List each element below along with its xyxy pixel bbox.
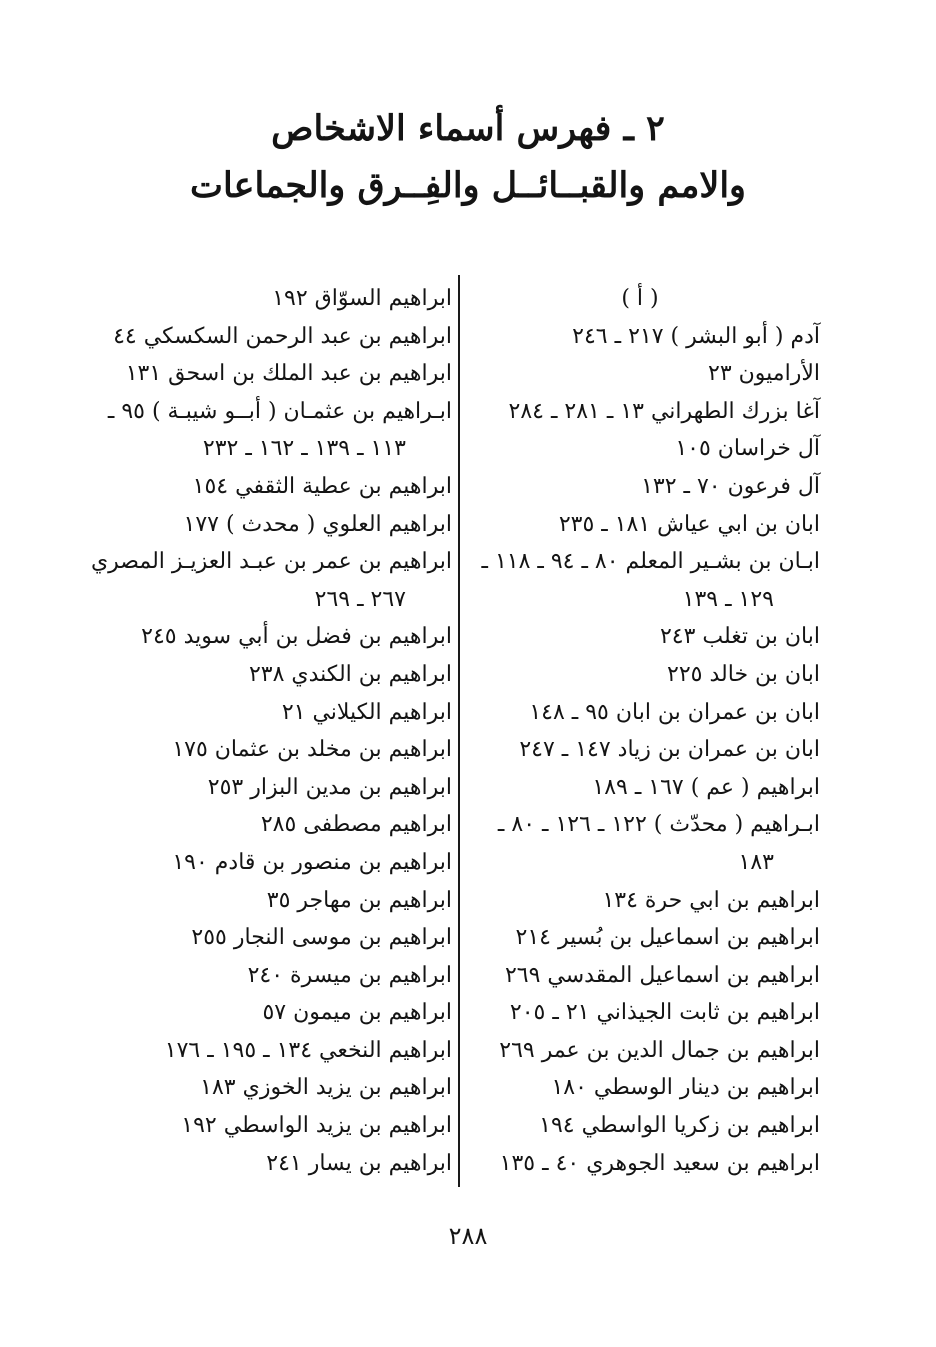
index-entry: آل فرعون ٧٠ ـ ١٣٢ xyxy=(641,473,820,499)
index-entry: ابراهيم السوّاق ١٩٢ xyxy=(272,286,452,311)
index-entry: ابراهيم ( عم ) ١٦٧ ـ ١٨٩ xyxy=(592,774,820,800)
index-entry: ابراهيم بن فضل بن أبي سويد ٢٤٥ xyxy=(141,624,452,650)
index-entry: ابراهيم بن ثابت الجيذاني ٢١ ـ ٢٠٥ xyxy=(509,1000,820,1026)
index-entry: ١٨٣ xyxy=(738,849,774,875)
index-entry: ابراهيم بن عبد الرحمن السكسكي ٤٤ xyxy=(113,323,452,349)
index-entry: ابراهيم بن دينار الوسطي ١٨٠ xyxy=(551,1075,820,1101)
index-entry: ابراهيم بن جمال الدين بن عمر ٢٦٩ xyxy=(499,1037,820,1063)
index-title-line-2: والامم والقبــائــل والفِــرق والجماعات xyxy=(190,165,746,206)
index-entry: ابـان بن بشـير المعلم ٨٠ ـ ٩٤ ـ ١١٨ ـ xyxy=(481,549,820,575)
index-entry: ابراهيم بن مهاجر ٣٥ xyxy=(266,887,452,913)
index-entry: ابراهيم بن ميمون ٥٧ xyxy=(262,1000,452,1026)
index-title-line-1: ٢ ـ فهرس أسماء الاشخاص xyxy=(271,108,665,149)
index-entry: ابراهيم بن ميسرة ٢٤٠ xyxy=(247,962,452,988)
index-entry: ابراهيم بن عمر بن عبـد العزيـز المصري xyxy=(90,549,452,575)
index-entry: الأراميون ٢٣ xyxy=(708,361,820,387)
left-index-column xyxy=(90,280,452,1182)
section-letter-heading: ( أ ) xyxy=(621,286,659,311)
index-entry: ١١٣ ـ ١٣٩ ـ ١٦٢ ـ ٢٣٢ xyxy=(202,436,406,462)
index-entry: ابراهيم بن زكريا الواسطي ١٩٤ xyxy=(539,1113,820,1139)
index-entry: آدم ( أبو البشر ) ٢١٧ ـ ٢٤٦ xyxy=(572,323,820,349)
index-entry: ابان بن عمران بن ابان ٩٥ ـ ١٤٨ xyxy=(529,699,820,725)
index-entry: ١٢٩ ـ ١٣٩ xyxy=(682,586,774,612)
index-entry: ابراهيم مصطفى ٢٨٥ xyxy=(260,812,452,838)
index-entry: ابراهيم بن يسار ٢٤١ xyxy=(266,1150,452,1176)
index-entry: ابراهيم بن سعيد الجوهري ٤٠ ـ ١٣٥ xyxy=(499,1150,820,1176)
column-divider xyxy=(458,275,460,1187)
index-entry: آل خراسان ١٠٥ xyxy=(675,436,820,462)
index-entry: ابراهيم بن موسى النجار ٢٥٥ xyxy=(191,925,452,951)
right-index-column xyxy=(470,280,820,1182)
index-entry: ابراهيم النخعي ١٣٤ ـ ١٩٥ ـ ١٧٦ xyxy=(164,1037,452,1063)
index-entry: ابان بن عمران بن زياد ١٤٧ ـ ٢٤٧ xyxy=(519,737,820,763)
index-entry: ابراهيم بن ابي حرة ١٣٤ xyxy=(602,887,820,913)
index-entry: ابراهيم بن عطية الثقفي ١٥٤ xyxy=(192,473,452,499)
index-entry: ابراهيم العلوي ( محدث ) ١٧٧ xyxy=(183,511,452,537)
index-entry: ٢٦٧ ـ ٢٦٩ xyxy=(314,586,406,612)
index-entry: ابـراهيم ( محدّث ) ١٢٢ ـ ١٢٦ ـ ٨٠ ـ xyxy=(497,812,820,838)
index-entry: ابراهيم بن مخلد بن عثمان ١٧٥ xyxy=(172,737,452,763)
index-entry: ابراهيم بن يزيد الواسطي ١٩٢ xyxy=(181,1113,452,1139)
index-entry: ابراهيم بن مدين البزار ٢٥٣ xyxy=(207,774,452,800)
index-entry: ابراهيم بن اسماعيل المقدسي ٢٦٩ xyxy=(504,962,820,988)
index-entry: ابراهيم بن عبد الملك بن اسحق ١٣١ xyxy=(125,361,452,387)
index-entry: ابراهيم بن الكندي ٢٣٨ xyxy=(248,661,452,687)
index-entry: ابراهيم بن اسماعيل بن بُسير ٢١٤ xyxy=(515,925,820,951)
index-entry: ابان بن خالد ٢٢٥ xyxy=(667,661,820,687)
index-entry: ابراهيم الكيلاني ٢١ xyxy=(281,699,452,725)
index-entry: ابراهيم بن يزيد الخوزي ١٨٣ xyxy=(200,1075,452,1101)
index-entry: ابان بن ابي عياش ١٨١ ـ ٢٣٥ xyxy=(558,511,820,537)
index-entry: ابـراهيم بن عثمـان ( أبــو شيبـة ) ٩٥ ـ xyxy=(107,398,452,424)
index-entry: ابراهيم بن منصور بن قادم ١٩٠ xyxy=(172,849,452,875)
page-number: ٢٨٨ xyxy=(448,1222,488,1250)
index-entry: آغا بزرك الطهراني ١٣ ـ ٢٨١ ـ ٢٨٤ xyxy=(508,398,820,424)
index-entry: ابان بن تغلب ٢٤٣ xyxy=(659,624,820,650)
